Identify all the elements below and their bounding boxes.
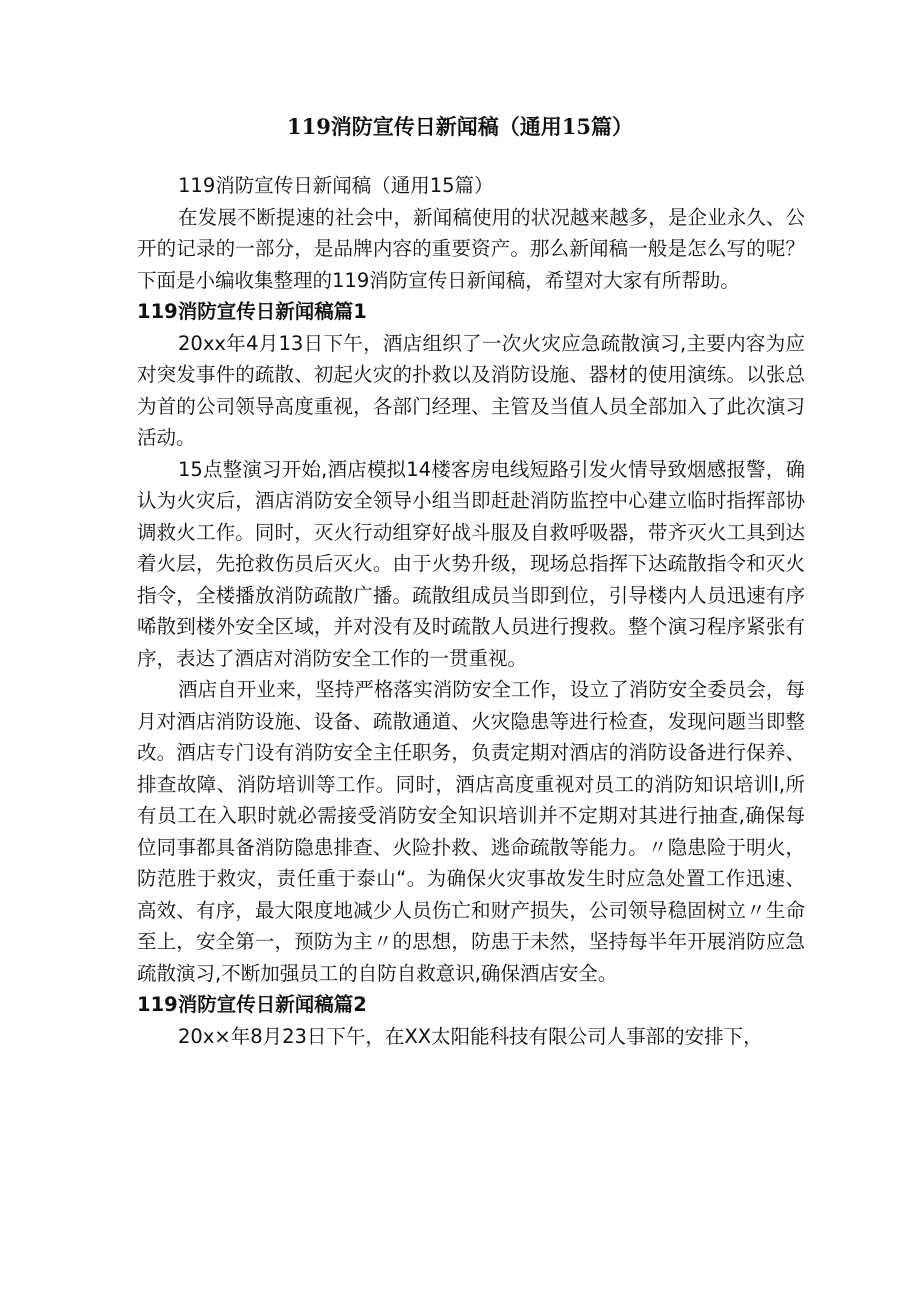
document-subtitle: 119消防宣传日新闻稿（通用15篇） [178, 174, 494, 197]
section-heading-1: 119消防宣传日新闻稿篇1 [137, 300, 367, 323]
section-heading-2: 119消防宣传日新闻稿篇2 [137, 993, 367, 1016]
document-body [137, 170, 805, 1052]
document-title: 119消防宣传日新闻稿（通用15篇） [286, 114, 634, 139]
intro-paragraph: 在发展不断提速的社会中，新闻稿使用的状况越来越多，是企业永久、公开的记录的一部分，是品牌内容的重要资产。那么新闻稿一般是怎么写的呢？下面是小编收集整理的119消防宣传日新闻稿，希望对大家有所帮助。 [137, 205, 805, 292]
section-1-paragraph-3: 酒店自开业来，坚持严格落实消防安全工作，设立了消防安全委员会，每月对酒店消防设施、设备、疏散通道、火灾隐患等进行检查，发现问题当即整改。酒店专门设有消防安全主任职务，负责定期对酒店的消防设备进行保养、排查故障、消防培训等工作。同时，酒店高度重视对员工的消防知识培训l,所有员工在入职时就必需接受消防安全知识培训并不定期对其进行抽查,确保每位同事都具备消防隐患排查、火险扑救、逃命疏散等能力。〃隐患险于明火，防范胜于救灾，责任重于泰山“。为确保火灾事故发生时应急处置工作迅速、高效、有序，最大限度地减少人员伤亡和财产损失，公司领导稳固树立〃生命至上，安全第一，预防为主〃的思想，防患于未然，坚持每半年开展消防应急疏散演习,不断加强员工的自防自救意识,确保酒店安全。 [137, 678, 805, 985]
section-2-paragraph-1: 20x×年8月23日下午，在XX太阳能科技有限公司人事部的安排下， [178, 1024, 763, 1048]
section-1-paragraph-1: 20xx年4月13日下午，酒店组织了一次火灾应急疏散演习,主要内容为应对突发事件的疏散、初起火灾的扑救以及消防设施、器材的使用演练。以张总为首的公司领导高度重视，各部门经理、主管及当值人员全部加入了此次演习活动。 [137, 331, 805, 449]
section-1-paragraph-2: 15点整演习开始,酒店模拟14楼客房电线短路引发火情导致烟感报警，确认为火灾后，酒店消防安全领导小组当即赶赴消防监控中心建立临时指挥部协调救火工作。同时，灭火行动组穿好战斗服及自救呼吸器，带齐灭火工具到达着火层，先抢救伤员后灭火。由于火势升级，现场总指挥下达疏散指令和灭火指令，全楼播放消防疏散广播。疏散组成员当即到位，引导楼内人员迅速有序唏散到楼外安全区域，并对没有及时疏散人员进行搜救。整个演习程序紧张有序，表达了酒店对消防安全工作的一贯重视。 [137, 457, 805, 670]
